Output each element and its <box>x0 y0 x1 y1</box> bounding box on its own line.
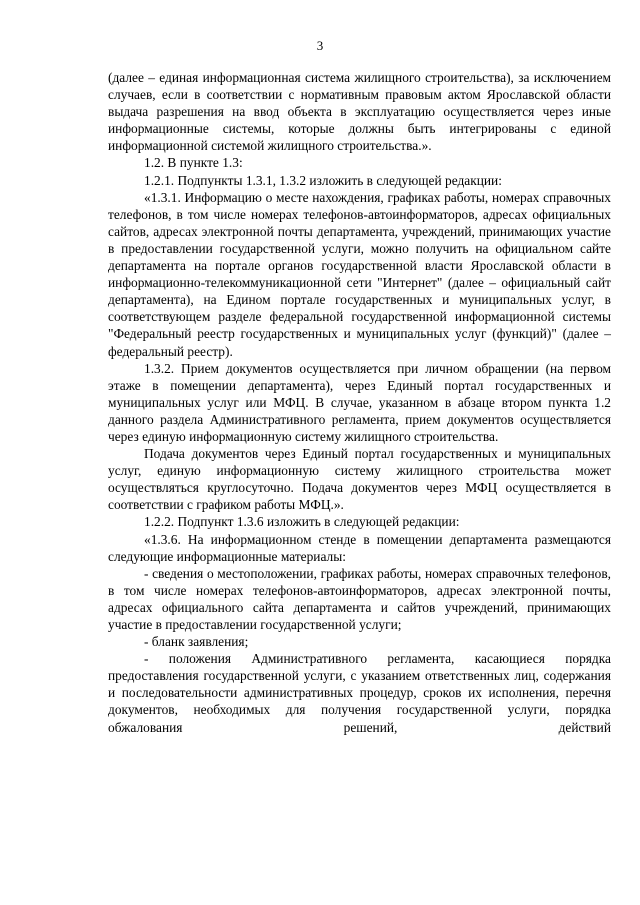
paragraph: 1.2.2. Подпункт 1.3.6 изложить в следующей редакции: <box>144 514 460 530</box>
paragraph: - положения Административного регламента, касающиеся порядка предоставления государственной услуги, с указанием ответственных лиц, содержания и последовательности административных процедур, сроков их исполнения, перечня документов, необходимых для получения государственной услуги, порядка обжалования решений, действий <box>108 651 611 735</box>
paragraph: - бланк заявления; <box>144 634 249 650</box>
paragraph: «1.3.1. Информацию о месте нахождения, графиках работы, номерах справочных телефонов, в том числе номерах телефонов-автоинформаторов, адресах официальных сайтов, адресах электронной почты департамента, учреждений, принимающих участие в предоставлении государственной услуги, можно получить на официальном сайте департамента на портале органов государственной власти Ярославской области в информационно-телекоммуникационной сети "Интернет" (далее – официальный сайт департамента), на Едином портале государственных и муниципальных услуг, в соответствующем разделе федеральной государственной информационной системы "Федеральный реестр государственных и муниципальных услуг (функций)" (далее – федеральный реестр). <box>108 189 611 359</box>
paragraph: 1.2. В пункте 1.3: <box>144 155 243 171</box>
paragraph: Подача документов через Единый портал государственных и муниципальных услуг, единую информационную систему жилищного строительства может осуществляться круглосуточно. Подача документов через МФЦ осуществляется в соответствии с графиком работы МФЦ.». <box>108 446 611 513</box>
page-number: 3 <box>316 38 324 53</box>
paragraph: «1.3.6. На информационном стенде в помещении департамента размещаются следующие информационные материалы: <box>108 531 611 564</box>
paragraph: - сведения о местоположении, графиках работы, номерах справочных телефонов, в том числе номерах телефонов-автоинформаторов, адресах электронной почты, адресах официального сайта департамента и сайтов учреждений, принимающих участие в предоставлении государственной услуги; <box>108 565 611 632</box>
paragraph: (далее – единая информационная система жилищного строительства), за исключением случаев, если в соответствии с нормативным правовым актом Ярославской области выдача разрешения на ввод объекта в эксплуатацию осуществляется через иные информационные системы, которые должны быть интегрированы с единой информационной системой жилищного строительства.». <box>108 70 611 154</box>
document-body <box>108 69 611 736</box>
paragraph: 1.3.2. Прием документов осуществляется при личном обращении (на первом этаже в помещении департамента), через Единый портал государственных и муниципальных услуг или МФЦ. В случае, указанном в абзаце втором пункта 1.2 данного раздела Административного регламента, прием документов осуществляется через единую информационную систему жилищного строительства. <box>108 360 611 444</box>
paragraph: 1.2.1. Подпункты 1.3.1, 1.3.2 изложить в следующей редакции: <box>144 172 502 188</box>
